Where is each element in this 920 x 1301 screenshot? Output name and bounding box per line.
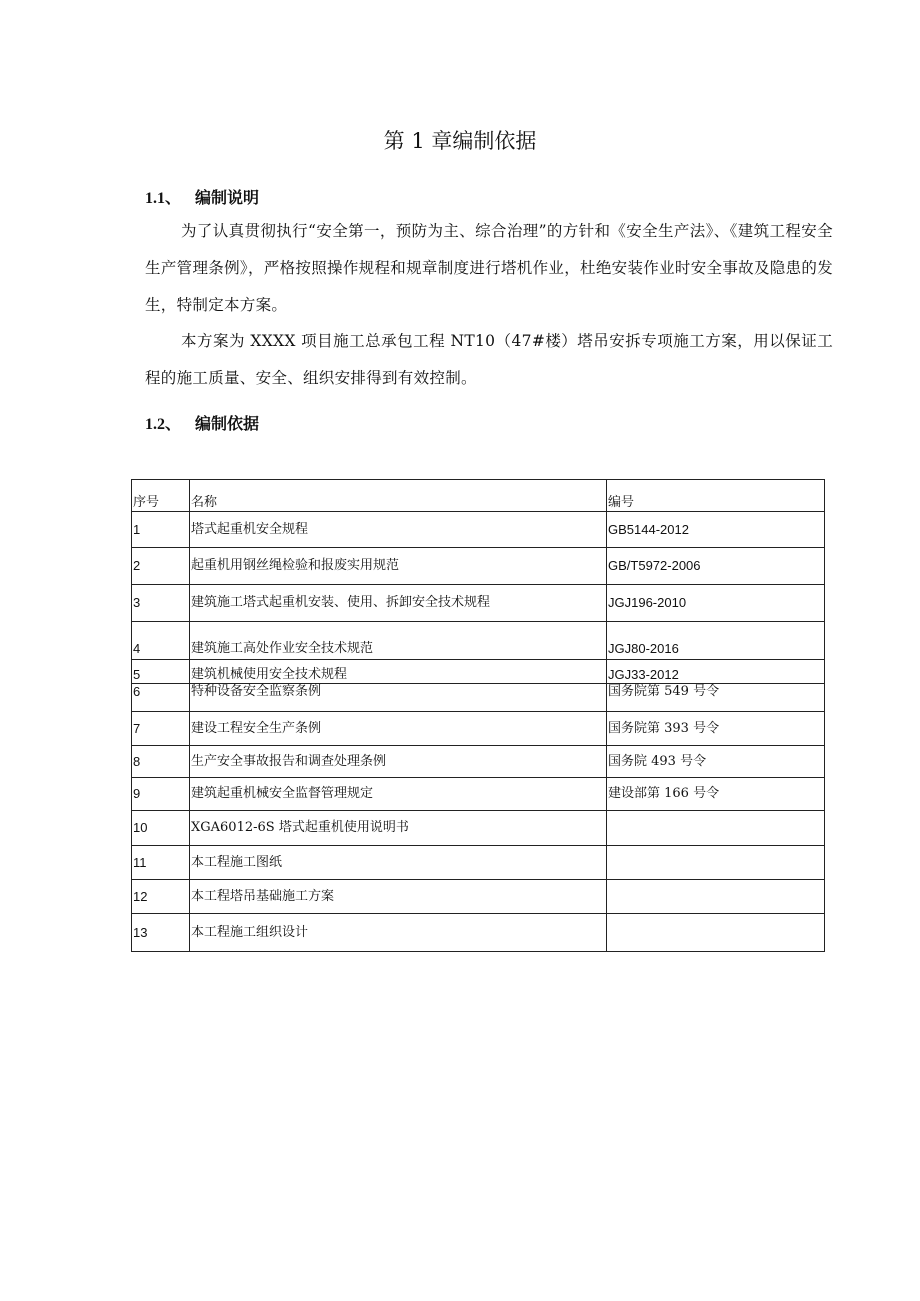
section-number: 1.2、 — [145, 416, 182, 433]
table-row — [132, 712, 825, 746]
row-name: 特种设备安全监察条例 — [190, 684, 607, 712]
row-name: 建筑起重机械安全监督管理规定 — [190, 778, 607, 811]
row-index: 10 — [132, 811, 190, 846]
row-index: 4 — [132, 622, 190, 660]
row-code: GB/T5972-2006 — [607, 548, 825, 585]
paragraph-2: 本方案为 XXXX 项目施工总承包工程 NT10（47#楼）塔吊安拆专项施工方案，用以保证工程的施工质量、安全、组织安排得到有效控制。 — [145, 332, 833, 387]
row-code: JGJ33-2012 — [607, 660, 825, 684]
row-code: JGJ80-2016 — [607, 622, 825, 660]
row-name: 建筑机械使用安全技术规程 — [190, 660, 607, 684]
table-header-row — [132, 480, 825, 512]
table-row — [132, 914, 825, 952]
table-row — [132, 548, 825, 585]
row-name: 本工程施工图纸 — [190, 846, 607, 880]
header-code: 编号 — [607, 480, 825, 512]
row-name: 本工程施工组织设计 — [190, 914, 607, 952]
row-name: 建设工程安全生产条例 — [190, 712, 607, 746]
row-index: 13 — [132, 914, 190, 952]
row-name: 生产安全事故报告和调查处理条例 — [190, 746, 607, 778]
row-code — [607, 811, 825, 846]
row-code — [607, 914, 825, 952]
header-name: 名称 — [190, 480, 607, 512]
row-index: 5 — [132, 660, 190, 684]
row-code — [607, 880, 825, 914]
section-number: 1.1、 — [145, 190, 182, 207]
page-title: 第 1 章编制依据 — [383, 129, 537, 153]
table-row — [132, 622, 825, 660]
row-index: 7 — [132, 712, 190, 746]
row-code: 国务院第 549 号令 — [607, 684, 825, 712]
section-title: 编制依据 — [195, 414, 260, 433]
row-code — [607, 846, 825, 880]
row-index: 9 — [132, 778, 190, 811]
header-index: 序号 — [132, 480, 190, 512]
section-title: 编制说明 — [195, 188, 260, 207]
row-code: 建设部第 166 号令 — [607, 778, 825, 811]
table-row — [132, 585, 825, 622]
table-row — [132, 512, 825, 548]
row-name: XGA6012-6S 塔式起重机使用说明书 — [190, 811, 607, 846]
row-code: 国务院第 393 号令 — [607, 712, 825, 746]
row-code: JGJ196-2010 — [607, 585, 825, 622]
table-row — [132, 880, 825, 914]
row-name: 本工程塔吊基础施工方案 — [190, 880, 607, 914]
section-heading-1-1 — [145, 186, 259, 211]
row-name: 建筑施工高处作业安全技术规范 — [190, 622, 607, 660]
row-index: 12 — [132, 880, 190, 914]
table-row — [132, 684, 825, 712]
table-row — [132, 746, 825, 778]
table-row — [132, 846, 825, 880]
row-code: 国务院 493 号令 — [607, 746, 825, 778]
row-index: 8 — [132, 746, 190, 778]
row-index: 6 — [132, 684, 190, 712]
row-index: 1 — [132, 512, 190, 548]
row-index: 11 — [132, 846, 190, 880]
row-name: 建筑施工塔式起重机安装、使用、拆卸安全技术规程 — [190, 585, 607, 622]
row-name: 塔式起重机安全规程 — [190, 512, 607, 548]
row-code: GB5144-2012 — [607, 512, 825, 548]
basis-table — [131, 479, 825, 952]
section-heading-1-2 — [145, 412, 259, 437]
paragraph-1: 为了认真贯彻执行“安全第一，预防为主、综合治理”的方针和《安全生产法》、《建筑工程安全生产管理条例》，严格按照操作规程和规章制度进行塔机作业，杜绝安装作业时安全事故及隐患的发生，特制定本方案。 — [145, 222, 833, 314]
row-index: 3 — [132, 585, 190, 622]
table-row — [132, 778, 825, 811]
table-row — [132, 811, 825, 846]
row-index: 2 — [132, 548, 190, 585]
table-row — [132, 660, 825, 684]
row-name: 起重机用钢丝绳检验和报废实用规范 — [190, 548, 607, 585]
